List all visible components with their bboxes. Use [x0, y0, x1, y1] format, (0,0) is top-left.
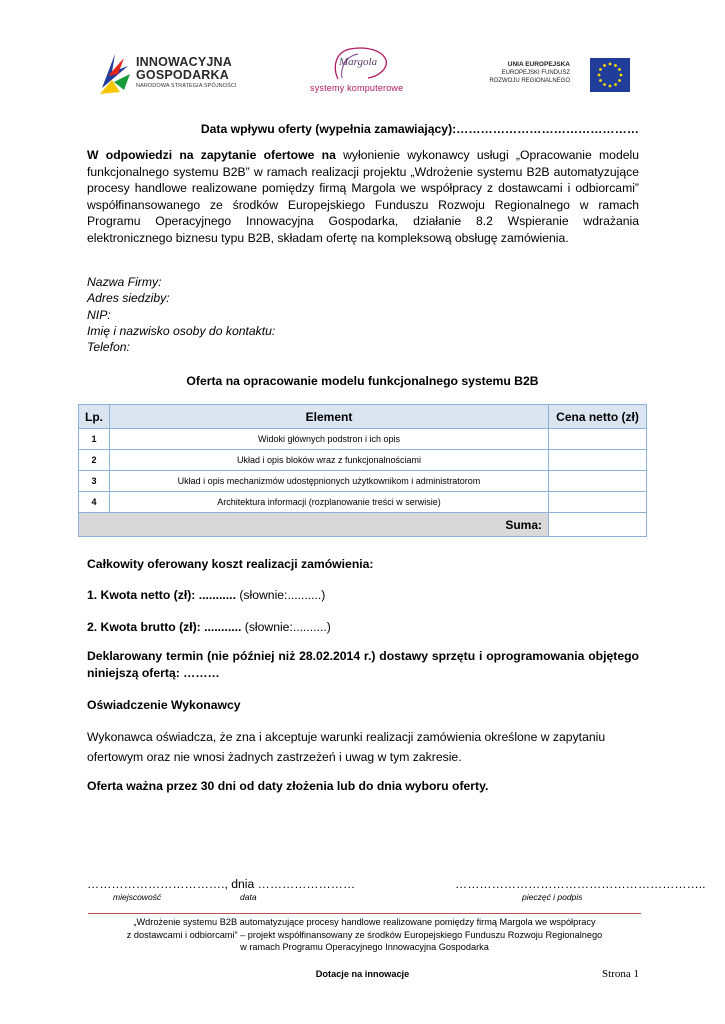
signature-label: pieczęć i podpis	[522, 892, 583, 902]
table-sum-row	[79, 513, 647, 537]
field-company-name: Nazwa Firmy:	[87, 275, 162, 289]
header-net-price: Cena netto (zł)	[549, 405, 647, 429]
place-date-line: ……………………………., dnia ……………………	[87, 877, 356, 891]
ig-emblem-icon	[98, 52, 132, 96]
table-row: 4 Architektura informacji (rozplanowanie treści w serwisie)	[79, 492, 647, 513]
validity-statement: Oferta ważna przez 30 dni od daty złożenia lub do dnia wyboru oferty.	[87, 779, 489, 793]
declaration-heading: Oświadczenie Wykonawcy	[87, 698, 241, 712]
table-header-row	[79, 405, 647, 429]
field-phone: Telefon:	[87, 340, 130, 355]
price-cell[interactable]	[549, 471, 647, 492]
table-title: Oferta na opracowanie modelu funkcjonalnego systemu B2B	[186, 374, 539, 388]
signature-line: ……………………………………………………..	[455, 877, 706, 891]
table-row: 2 Układ i opis bloków wraz z funkcjonalnościami	[79, 450, 647, 471]
eu-logo	[489, 58, 630, 94]
field-nip: NIP:	[87, 307, 111, 322]
deadline-paragraph: Deklarowany termin (nie później niż 28.02.2014 r.) dostawy sprzętu i oprogramowania objętego niniejszą ofertą: ………	[87, 649, 639, 680]
cost-heading: Całkowity oferowany koszt realizacji zamówienia:	[87, 557, 374, 571]
sum-value-cell[interactable]	[549, 513, 647, 537]
ig-logo-subtitle: NARODOWA STRATEGIA SPÓJNOŚCI	[136, 83, 237, 89]
price-cell[interactable]	[549, 429, 647, 450]
header-lp: Lp.	[79, 405, 110, 429]
footer-project-note: „Wdrożenie systemu B2B automatyzujące procesy handlowe realizowane pomiędzy firmą Margola we współpracy z dostawcami i odbiorcami” – projekt współfinansowany ze środków Europejskiego Funduszu Rozwoju Regionalnego w ramach Programu Operacyjnego Innowacyjna Gospodarka	[126, 917, 603, 952]
field-contact-person: Imię i nazwisko osoby do kontaktu:	[87, 323, 276, 338]
date-received-line: Data wpływu oferty (wypełnia zamawiający):………………………………………	[200, 122, 639, 136]
net-amount-line: 1. Kwota netto (zł): ........... (słownie:..........)	[87, 588, 326, 602]
intro-paragraph: W odpowiedzi na zapytanie ofertowe na wyłonienie wykonawcy usługi „Opracowanie modelu funkcjonalnego systemu B2B” w ramach realizacji projektu „Wdrożenie systemu B2B automatyzujące procesy handlowe realizowane pomiędzy firmą Margola we współpracy z dostawcami i odbiorcami” współfinansowanego ze środków Europejskiego Funduszu Rozwoju Regionalnego w ramach Programu Operacyjnego Innowacyjna Gospodarka, działanie 8.2 Wspieranie wdrażania elektronicznego biznesu typu B2B, składam ofertę na kompleksową obsługę zamówienia.	[87, 148, 639, 245]
table-row: 1 Widoki głównych podstron i ich opis	[79, 429, 647, 450]
contact-fields	[87, 274, 275, 355]
declaration-text: Wykonawca oświadcza, że zna i akceptuje warunki realizacji zamówienia określone w zapytaniu ofertowym oraz nie wnosi żadnych zastrzeżeń i uwag w tym zakresie.	[87, 730, 606, 764]
ig-logo-text: INNOWACYJNA GOSPODARKA	[136, 55, 232, 82]
innowacyjna-gospodarka-logo	[98, 52, 248, 98]
offer-table	[78, 404, 647, 537]
footer-center-label: Dotacje na innowacje	[315, 969, 410, 979]
footer-divider	[88, 913, 641, 914]
margola-logo	[306, 46, 416, 100]
header-element: Element	[110, 405, 549, 429]
margola-subtitle: systemy komputerowe	[310, 83, 404, 93]
price-cell[interactable]	[549, 450, 647, 471]
eu-flag-icon	[590, 58, 630, 92]
place-label: miejscowość	[113, 892, 162, 902]
price-cell[interactable]	[549, 492, 647, 513]
sum-label: Suma:	[79, 513, 549, 537]
gross-amount-line: 2. Kwota brutto (zł): ........... (słownie:..........)	[87, 620, 331, 634]
page-number: Strona 1	[602, 968, 639, 980]
margola-wordmark: Margola	[339, 56, 378, 68]
table-row: 3 Układ i opis mechanizmów udostępnionych użytkownikom i administratorom	[79, 471, 647, 492]
eu-logo-text: UNIA EUROPEJSKA EUROPEJSKI FUNDUSZ ROZWOJU REGIONALNEGO	[489, 61, 570, 84]
date-label: data	[240, 892, 257, 902]
field-address: Adres siedziby:	[87, 291, 170, 306]
